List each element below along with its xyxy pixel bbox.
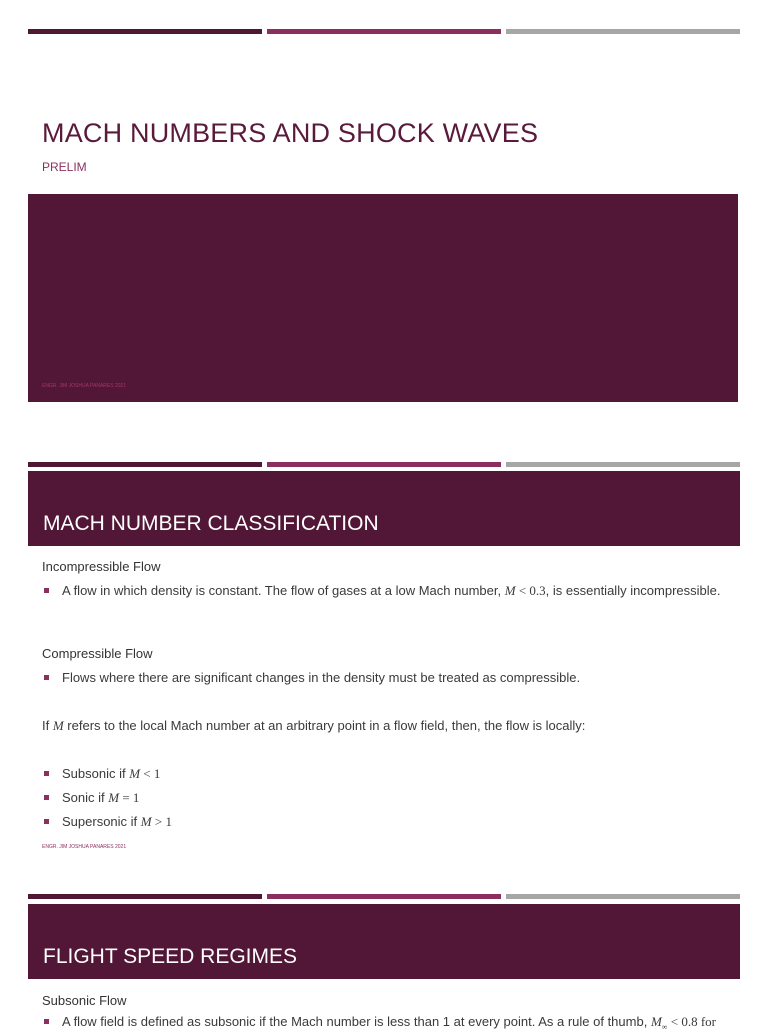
math-m: M [650, 1014, 662, 1029]
bar-dark [28, 462, 262, 467]
compressible-bullet: Flows where there are significant changes in the density must be treated as compressible. [42, 670, 722, 685]
slide-footer: ENGR. JIM JOSHUA PANARES 2021 [42, 383, 127, 389]
bullet-text: A flow field is defined as subsonic if the Mach number is less than 1 at every point. As a rule of thumb, [62, 1014, 651, 1029]
regime-label: Subsonic if [62, 766, 130, 781]
compressible-heading: Compressible Flow [42, 646, 153, 661]
subsonic-heading: Subsonic Flow [42, 993, 127, 1008]
regime-supersonic [42, 814, 722, 829]
math-relation: < 0.3 [515, 583, 546, 598]
regime-sonic [42, 790, 722, 805]
local-mach-paragraph [42, 718, 722, 734]
math-m: M [129, 766, 141, 781]
incompressible-heading: Incompressible Flow [42, 559, 161, 574]
regime-list [42, 766, 722, 829]
math-relation: > 1 [151, 814, 172, 829]
math-m: M [108, 790, 120, 805]
header-band-2 [28, 471, 740, 546]
subsonic-section [42, 993, 722, 1035]
slide-title: MACH NUMBERS AND SHOCK WAVES [42, 118, 539, 148]
header-band-3 [28, 904, 740, 979]
math-subscript: ∞ [661, 1022, 668, 1032]
bullet-text: < 0.8 for [667, 1014, 716, 1029]
decorative-top-bars-2 [28, 462, 740, 467]
bar-grey [506, 29, 740, 34]
slide-subtitle: PRELIM [42, 160, 87, 174]
bar-grey [506, 894, 740, 899]
slide-title-3: FLIGHT SPEED REGIMES [43, 945, 297, 968]
regime-subsonic [42, 766, 722, 781]
slide-footer-2: ENGR. JIM JOSHUA PANARES 2021 [42, 844, 127, 850]
math-m: M [140, 814, 152, 829]
paragraph-text: If [42, 718, 53, 733]
regime-label: Sonic if [62, 790, 109, 805]
title-band [28, 194, 738, 402]
subsonic-bullet [42, 1014, 722, 1035]
bullet-text: , is essentially incompressible. [545, 583, 721, 598]
math-m: M [504, 583, 516, 598]
math-relation: = 1 [119, 790, 140, 805]
slide-title-2: MACH NUMBER CLASSIFICATION [43, 512, 379, 535]
bar-dark [28, 29, 262, 34]
bullet-text: A flow in which density is constant. The flow of gases at a low Mach number, [62, 583, 505, 598]
math-relation: < 1 [140, 766, 161, 781]
bar-dark [28, 894, 262, 899]
bar-magenta [267, 894, 501, 899]
regime-label: Supersonic if [62, 814, 141, 829]
incompressible-section [42, 559, 722, 598]
paragraph-text: refers to the local Mach number at an arbitrary point in a flow field, then, the flow is locally: [63, 718, 586, 733]
incompressible-bullet [42, 583, 722, 598]
compressible-section [42, 646, 722, 685]
decorative-top-bars-1 [28, 29, 740, 34]
decorative-top-bars-3 [28, 894, 740, 899]
bar-magenta [267, 462, 501, 467]
bar-grey [506, 462, 740, 467]
bar-magenta [267, 29, 501, 34]
math-m: M [52, 718, 64, 733]
